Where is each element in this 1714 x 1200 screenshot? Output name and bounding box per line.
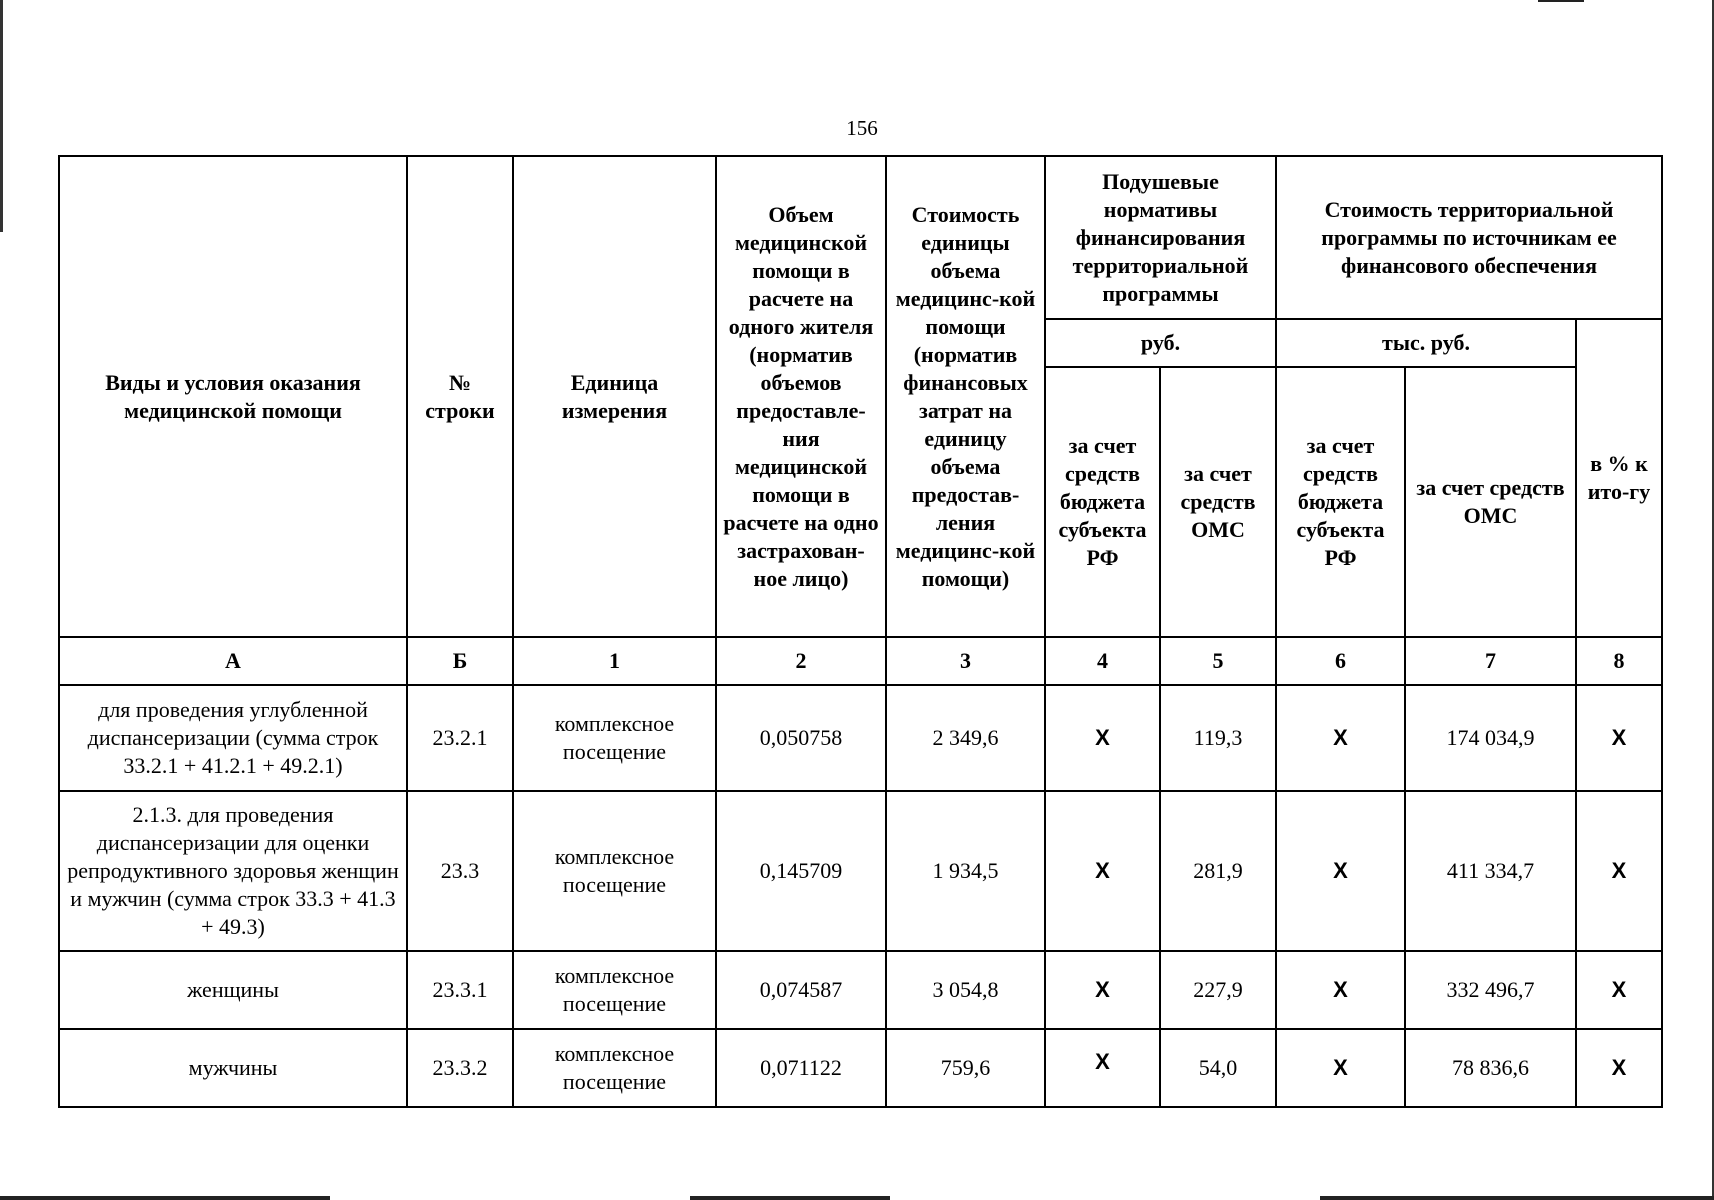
row-unit: комплексное посещение	[513, 685, 716, 791]
header-unit: Единица измерения	[513, 156, 716, 637]
index-cell: 8	[1576, 637, 1662, 685]
row-col4: Х	[1045, 685, 1160, 791]
row-cost: 1 934,5	[886, 791, 1045, 951]
header-col6: за счет средств бюджета субъекта РФ	[1276, 367, 1405, 637]
row-col4: Х	[1045, 1029, 1160, 1107]
scan-frame-bottom-middle	[690, 1196, 890, 1200]
header-col7: за счет средств ОМС	[1405, 367, 1576, 637]
row-name: 2.1.3. для проведения диспансеризации для оценки репродуктивного здоровья женщин и мужчин (сумма строк 33.3 + 41.3 + 49.3)	[59, 791, 407, 951]
column-index-row	[59, 637, 1662, 685]
table-row	[59, 791, 1662, 951]
row-number: 23.3	[407, 791, 513, 951]
row-col4: Х	[1045, 951, 1160, 1029]
index-cell: 7	[1405, 637, 1576, 685]
row-number: 23.2.1	[407, 685, 513, 791]
row-cost: 2 349,6	[886, 685, 1045, 791]
header-per-capita-group: Подушевые нормативы финансирования территориальной программы	[1045, 156, 1276, 319]
financing-table	[58, 155, 1663, 1108]
table-row	[59, 1029, 1662, 1107]
row-name: женщины	[59, 951, 407, 1029]
header-col4: за счет средств бюджета субъекта РФ	[1045, 367, 1160, 637]
row-col5: 119,3	[1160, 685, 1276, 791]
header-program-cost-group: Стоимость территориальной программы по источникам ее финансового обеспечения	[1276, 156, 1662, 319]
table-row	[59, 685, 1662, 791]
row-col8: Х	[1576, 951, 1662, 1029]
row-volume: 0,074587	[716, 951, 886, 1029]
header-cost: Стоимость единицы объема медицинс-кой помощи (норматив финансовых затрат на единицу объема предостав-ления медицинс-кой помощи)	[886, 156, 1045, 637]
header-type: Виды и условия оказания медицинской помощи	[59, 156, 407, 637]
row-col8: Х	[1576, 685, 1662, 791]
header-volume: Объем медицинской помощи в расчете на одного жителя (норматив объемов предоставле-ния медицинской помощи в расчете на одно застрахован-ное лицо)	[716, 156, 886, 637]
header-col5: за счет средств ОМС	[1160, 367, 1276, 637]
row-name: мужчины	[59, 1029, 407, 1107]
index-cell: 3	[886, 637, 1045, 685]
page-number: 156	[846, 116, 878, 140]
row-number: 23.3.1	[407, 951, 513, 1029]
row-col8: Х	[1576, 791, 1662, 951]
row-col6: Х	[1276, 685, 1405, 791]
index-cell: Б	[407, 637, 513, 685]
row-cost: 3 054,8	[886, 951, 1045, 1029]
row-number: 23.3.2	[407, 1029, 513, 1107]
scan-mark	[1538, 0, 1584, 2]
row-volume: 0,145709	[716, 791, 886, 951]
header-unit-rub: руб.	[1045, 319, 1276, 367]
row-col7: 411 334,7	[1405, 791, 1576, 951]
row-col7: 174 034,9	[1405, 685, 1576, 791]
index-cell: 1	[513, 637, 716, 685]
row-col4: Х	[1045, 791, 1160, 951]
row-col6: Х	[1276, 951, 1405, 1029]
scan-frame-bottom-left	[0, 1196, 330, 1200]
row-unit: комплексное посещение	[513, 1029, 716, 1107]
header-row-number: № строки	[407, 156, 513, 637]
row-col7: 332 496,7	[1405, 951, 1576, 1029]
row-unit: комплексное посещение	[513, 951, 716, 1029]
scan-frame-bottom-right	[1320, 1196, 1714, 1200]
index-cell: 6	[1276, 637, 1405, 685]
row-col6: Х	[1276, 791, 1405, 951]
row-volume: 0,071122	[716, 1029, 886, 1107]
index-cell: 4	[1045, 637, 1160, 685]
row-col7: 78 836,6	[1405, 1029, 1576, 1107]
row-col5: 227,9	[1160, 951, 1276, 1029]
index-cell: 2	[716, 637, 886, 685]
row-col5: 54,0	[1160, 1029, 1276, 1107]
row-cost: 759,6	[886, 1029, 1045, 1107]
index-cell: 5	[1160, 637, 1276, 685]
header-percent: в % к ито-гу	[1576, 319, 1662, 637]
index-cell: А	[59, 637, 407, 685]
row-col8: Х	[1576, 1029, 1662, 1107]
row-unit: комплексное посещение	[513, 791, 716, 951]
table-row	[59, 951, 1662, 1029]
row-volume: 0,050758	[716, 685, 886, 791]
row-name: для проведения углубленной диспансеризации (сумма строк 33.2.1 + 41.2.1 + 49.2.1)	[59, 685, 407, 791]
header-unit-thousand-rub: тыс. руб.	[1276, 319, 1576, 367]
row-col6: Х	[1276, 1029, 1405, 1107]
header-row-1	[59, 156, 1662, 319]
row-col5: 281,9	[1160, 791, 1276, 951]
